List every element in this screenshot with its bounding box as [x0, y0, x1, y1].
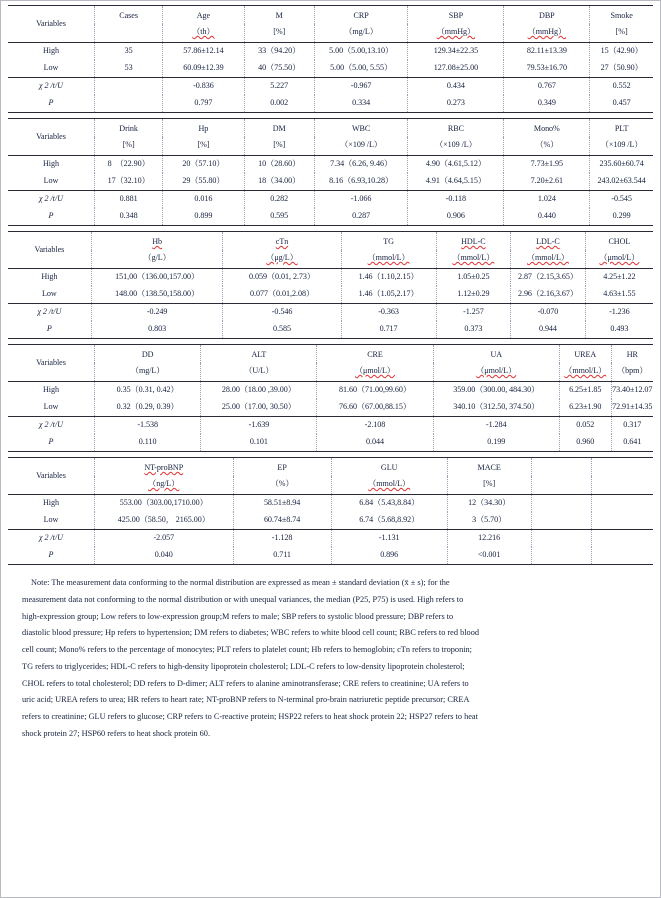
table-header-row-units	[8, 476, 653, 495]
row-label: High	[8, 43, 94, 61]
table-row	[8, 382, 653, 400]
data-cell: 35	[94, 43, 162, 61]
data-cell: 6.25±1.85	[559, 382, 611, 400]
stats-table-3	[8, 231, 653, 339]
data-cell: 79.53±16.70	[504, 60, 590, 78]
data-cell: 57.86±12.14	[163, 43, 244, 61]
data-cell: 2.96（2.16,3.67）	[511, 286, 586, 304]
data-cell: 0.077（0.01,2.08）	[223, 286, 341, 304]
table-row	[8, 60, 653, 78]
column-header-unit	[163, 24, 244, 43]
data-cell: 1.05±0.25	[436, 269, 511, 287]
table-row	[8, 78, 653, 96]
data-cell: 73.40±12.07	[611, 382, 653, 400]
data-cell: 60.74±8.74	[233, 512, 331, 530]
data-cell: 72.91±14.35	[612, 402, 653, 412]
data-cell: 0.317	[611, 417, 653, 435]
column-header-unit: [%]	[94, 137, 162, 156]
table-header-row-units	[8, 250, 653, 269]
spellcheck-underline: （ng/L）	[148, 478, 180, 488]
column-header-unit	[317, 363, 433, 382]
column-header-unit	[331, 476, 447, 495]
row-label: P	[8, 547, 94, 565]
data-cell: 0.059（0.01, 2.73）	[223, 269, 341, 287]
column-header-name	[511, 232, 586, 251]
data-cell: 18（34.00）	[244, 173, 314, 191]
data-cell: -1.284	[433, 417, 559, 435]
column-header-variables: Variables	[8, 6, 94, 43]
column-header-name: DD	[94, 345, 200, 364]
column-header-name: CRP	[314, 6, 408, 25]
table-row	[8, 208, 653, 226]
data-cell: 0.287	[314, 208, 408, 226]
data-cell: 0.803	[91, 321, 223, 339]
spellcheck-underline: （mmol/L）	[527, 252, 569, 262]
data-cell: 0.960	[559, 434, 611, 452]
column-header-unit: [%]	[244, 24, 314, 43]
column-header-unit: （×109 /L）	[600, 139, 643, 149]
data-cell: 25.00（17.00, 30.50）	[201, 399, 317, 417]
data-cell: 148.00（138.50,158.00）	[91, 286, 223, 304]
data-cell: 76.60（67.00,88.15）	[317, 399, 433, 417]
table-row	[8, 286, 653, 304]
note-line: refers to creatinine; GLU refers to glucose; CRP refers to C-reactive protein; HSP22 refers to heat shock protein 22; HSP27 refers to heat	[22, 712, 478, 721]
row-label: Low	[8, 399, 94, 417]
data-cell: 0.896	[331, 547, 447, 565]
data-cell	[531, 495, 592, 513]
data-cell: 81.60（71.00,99.60）	[317, 382, 433, 400]
data-cell: 243.02±63.544	[597, 176, 646, 186]
data-cell: 60.09±12.39	[163, 60, 244, 78]
row-label: Low	[8, 286, 91, 304]
data-cell	[592, 495, 653, 513]
data-cell: 5.00（5.00,13.10）	[314, 43, 408, 61]
table-row	[8, 512, 653, 530]
table-row	[8, 43, 653, 61]
data-cell: 6.84（5.43,8.84）	[331, 495, 447, 513]
column-header-unit: （×109 /L）	[314, 137, 408, 156]
table-row	[8, 156, 653, 174]
data-cell: 1.46（1.10,2.15）	[341, 269, 436, 287]
data-cell: 0.348	[94, 208, 162, 226]
column-header-name	[91, 232, 223, 251]
column-header-name: M	[244, 6, 314, 25]
data-cell: -1.066	[314, 191, 408, 209]
column-header-name: CHOL	[585, 232, 653, 251]
data-cell: 17（32.10）	[94, 173, 162, 191]
data-cell: -1.538	[94, 417, 200, 435]
data-cell	[94, 78, 162, 96]
table-row	[8, 434, 653, 452]
tables-container	[8, 5, 653, 565]
spellcheck-underline: LDL-C	[536, 236, 560, 246]
row-label: χ 2 /t/U	[8, 417, 94, 435]
data-cell: 29（55.80）	[163, 173, 244, 191]
spellcheck-underline: （th）	[192, 26, 215, 36]
data-cell: -0.836	[163, 78, 244, 96]
spellcheck-underline: （mmHg）	[436, 26, 476, 36]
table-row	[8, 304, 653, 322]
data-cell: 0.717	[341, 321, 436, 339]
row-label: P	[8, 321, 91, 339]
row-label: High	[8, 495, 94, 513]
data-cell: -2.057	[94, 530, 233, 548]
note-line: high-expression group; Low refers to low-expression group;M refers to male; SBP refers to systolic blood pressure; DBP refers to	[22, 611, 454, 621]
table-row	[8, 173, 653, 191]
data-cell: 7.20±2.61	[504, 173, 590, 191]
data-cell: 553.00（303.00,1710.00）	[94, 495, 233, 513]
column-header-name: DBP	[504, 6, 590, 25]
row-label: Low	[8, 512, 94, 530]
column-header-name: Cases	[94, 6, 162, 25]
data-cell: 0.585	[223, 321, 341, 339]
data-cell: 12.216	[447, 530, 531, 548]
table-header-row-names	[8, 458, 653, 477]
column-header-name: Drink	[94, 119, 162, 138]
data-cell: 0.273	[408, 95, 504, 113]
spellcheck-underline: NT-proBNP	[144, 462, 184, 472]
column-header-unit	[223, 250, 341, 269]
row-label: χ 2 /t/U	[8, 78, 94, 96]
data-cell: 0.110	[94, 434, 200, 452]
spellcheck-underline: （mmol/L）	[367, 252, 410, 262]
table-row	[8, 417, 653, 435]
column-header-unit	[559, 363, 611, 382]
data-cell: -1.639	[201, 417, 317, 435]
data-cell: 7.34（6.26, 9.46）	[314, 156, 408, 174]
data-cell: 0.199	[433, 434, 559, 452]
data-cell: 0.002	[244, 95, 314, 113]
data-cell: 4.90（4.61,5.12）	[408, 156, 504, 174]
data-cell: 0.32（0.29, 0.39）	[94, 399, 200, 417]
data-cell: 0.101	[201, 434, 317, 452]
data-cell: -0.967	[314, 78, 408, 96]
table-header-row-units	[8, 24, 653, 43]
stats-table-4	[8, 344, 653, 452]
data-cell: 0.299	[590, 208, 653, 226]
data-cell	[531, 530, 592, 548]
data-cell	[531, 547, 592, 565]
column-header-unit	[341, 250, 436, 269]
column-header-unit: （mg/L）	[314, 24, 408, 43]
data-cell: 6.74（5.68,8.92）	[331, 512, 447, 530]
data-cell: 0.797	[163, 95, 244, 113]
data-cell: 0.349	[504, 95, 590, 113]
table-header-row-names	[8, 119, 653, 138]
row-label: χ 2 /t/U	[8, 304, 91, 322]
table-row	[8, 95, 653, 113]
table-note	[8, 575, 653, 743]
row-label: P	[8, 434, 94, 452]
column-header-name: Hp	[163, 119, 244, 138]
data-cell: 0.434	[408, 78, 504, 96]
data-cell: -2.108	[317, 417, 433, 435]
data-cell	[592, 547, 653, 565]
column-header-unit	[531, 476, 592, 495]
column-header-unit: （%）	[233, 476, 331, 495]
row-label: χ 2 /t/U	[8, 191, 94, 209]
column-header-name: UREA	[559, 345, 611, 364]
data-cell: 0.440	[504, 208, 590, 226]
data-cell: 1.024	[504, 191, 590, 209]
row-label: Low	[8, 60, 94, 78]
stats-table-1	[8, 5, 653, 113]
spellcheck-underline: （μmol/L）	[599, 252, 640, 262]
row-label: P	[8, 208, 94, 226]
data-cell: 0.282	[244, 191, 314, 209]
row-label: P	[8, 95, 94, 113]
column-header-unit: （U/L）	[201, 363, 317, 382]
column-header-name: Smoke	[590, 6, 653, 25]
data-cell	[531, 512, 592, 530]
table-sheet	[1, 1, 660, 743]
data-cell: 4.63±1.55	[603, 289, 636, 299]
data-cell: -0.363	[341, 304, 436, 322]
data-cell: 0.334	[314, 95, 408, 113]
data-cell: 0.944	[511, 321, 586, 339]
data-cell: <0.001	[447, 547, 531, 565]
data-cell: 15（42.90）	[590, 43, 653, 61]
table-row	[8, 269, 653, 287]
data-cell: 0.052	[559, 417, 611, 435]
column-header-unit: （×109 /L）	[408, 137, 504, 156]
data-cell: 0.767	[504, 78, 590, 96]
column-header-unit	[433, 363, 559, 382]
note-line: measurement data not conforming to the normal distribution or with unequal variances, the median (P25, P75) is used. High refers to	[22, 594, 464, 604]
data-cell: 0.044	[317, 434, 433, 452]
column-header-name: TG	[341, 232, 436, 251]
column-header-unit: [%]	[163, 137, 244, 156]
column-header-unit	[94, 24, 162, 43]
column-header-name	[592, 458, 653, 477]
data-cell: 0.35（0.31, 0.42）	[94, 382, 200, 400]
data-cell: 7.73±1.95	[504, 156, 590, 174]
data-cell: 0.552	[590, 78, 653, 96]
data-cell: 127.08±25.00	[408, 60, 504, 78]
row-label: High	[8, 156, 94, 174]
data-cell: 1.46（1.05,2.17）	[341, 286, 436, 304]
table-header-row-units	[8, 363, 653, 382]
data-cell: 33（94.20）	[244, 43, 314, 61]
data-cell: 0.040	[94, 547, 233, 565]
data-cell: 0.016	[163, 191, 244, 209]
column-header-unit	[511, 250, 586, 269]
data-cell	[592, 512, 653, 530]
column-header-unit: （g/L）	[91, 250, 223, 269]
column-header-name: UA	[433, 345, 559, 364]
column-header-variables: Variables	[8, 345, 94, 382]
column-header-unit	[436, 250, 511, 269]
data-cell: 340.10（312.50, 374.50）	[433, 399, 559, 417]
spellcheck-underline: （mmHg）	[527, 26, 567, 36]
data-cell: 20（57.10）	[163, 156, 244, 174]
note-line: Note: The measurement data conforming to the normal distribution are expressed as mean ± standard deviation (x̄ ± s); for the	[31, 578, 450, 587]
table-row	[8, 547, 653, 565]
note-line: cell count; Mono% refers to the percentage of monocytes; PLT refers to platelet count; Hb refers to hemoglobin; cTn refers to troponin;	[22, 645, 472, 654]
stats-table-2	[8, 118, 653, 226]
data-cell: 235.60±60.74	[590, 156, 653, 174]
spellcheck-underline: （μg/L）	[266, 252, 298, 262]
data-cell: 6.23±1.90	[559, 399, 611, 417]
stats-table-5	[8, 457, 653, 565]
data-cell: 5.227	[244, 78, 314, 96]
data-cell: 10（28.60）	[244, 156, 314, 174]
table-header-row-units	[8, 137, 653, 156]
column-header-name: MACE	[447, 458, 531, 477]
table-row	[8, 321, 653, 339]
spellcheck-underline: （mmol/L）	[368, 478, 411, 488]
column-header-name: WBC	[314, 119, 408, 138]
note-line: TG refers to triglycerides; HDL-C refers to high-density lipoprotein cholesterol; LDL-C refers to low-density lipoprotein cholesterol;	[22, 661, 465, 671]
data-cell: 0.899	[163, 208, 244, 226]
data-cell: 2.87（2.15,3.65）	[511, 269, 586, 287]
data-cell: 40（75.50）	[244, 60, 314, 78]
data-cell: 0.595	[244, 208, 314, 226]
data-cell: 5.00（5.00, 5.55）	[314, 60, 408, 78]
column-header-name: HR	[611, 345, 653, 364]
spellcheck-underline: （mmol/L）	[452, 252, 495, 262]
column-header-name	[94, 458, 233, 477]
table-header-row-names	[8, 232, 653, 251]
column-header-name: Age	[163, 6, 244, 25]
table-row	[8, 191, 653, 209]
data-cell: -0.249	[91, 304, 223, 322]
column-header-variables: Variables	[8, 232, 91, 269]
data-cell: 8 （22.90）	[94, 156, 162, 174]
column-header-unit: [%]	[615, 26, 628, 36]
row-label: High	[8, 382, 94, 400]
data-cell: 1.12±0.29	[436, 286, 511, 304]
column-header-unit: （%）	[504, 137, 590, 156]
data-cell: 0.881	[94, 191, 162, 209]
table-header-row-names	[8, 6, 653, 25]
data-cell: -0.546	[223, 304, 341, 322]
column-header-unit: [%]	[244, 137, 314, 156]
data-cell: 0.373	[436, 321, 511, 339]
note-line: uric acid; UREA refers to urea; HR refers to heart rate; NT-proBNP refers to N-terminal pro-brain natriuretic peptide precursor; CREA	[22, 695, 470, 705]
data-cell: -1.131	[331, 530, 447, 548]
note-line: CHOL refers to total cholesterol; DD refers to D-dimer; ALT refers to alanine aminotransferase; CRE refers to creatinine; UA refers to	[22, 678, 469, 688]
data-cell: -0.545	[590, 191, 653, 209]
data-cell: 0.457	[590, 95, 653, 113]
column-header-name: EP	[233, 458, 331, 477]
spellcheck-underline: Hb	[152, 236, 163, 246]
column-header-unit: [%]	[447, 476, 531, 495]
row-label: Low	[8, 173, 94, 191]
data-cell: 53	[94, 60, 162, 78]
column-header-unit	[585, 250, 653, 269]
column-header-name	[223, 232, 341, 251]
column-header-unit: （mg/L）	[94, 363, 200, 382]
table-row	[8, 495, 653, 513]
data-cell: -0.070	[511, 304, 586, 322]
column-header-unit	[408, 24, 504, 43]
column-header-unit	[504, 24, 590, 43]
data-cell: 425.00（58.50， 2165.00）	[94, 512, 233, 530]
column-header-name: Mono%	[504, 119, 590, 138]
column-header-variables: Variables	[8, 458, 94, 495]
note-line: shock protein 27; HSP60 refers to heat shock protein 60.	[22, 728, 211, 738]
data-cell: -1.128	[233, 530, 331, 548]
column-header-name: GLU	[331, 458, 447, 477]
row-label: χ 2 /t/U	[8, 530, 94, 548]
spellcheck-underline: （mmol/L）	[564, 365, 607, 375]
column-header-name: SBP	[408, 6, 504, 25]
column-header-unit	[94, 476, 233, 495]
column-header-variables: Variables	[8, 119, 94, 156]
data-cell: 151,00（136.00,157.00）	[91, 269, 223, 287]
data-cell: 12（34.30）	[447, 495, 531, 513]
column-header-name	[531, 458, 592, 477]
data-cell	[592, 530, 653, 548]
column-header-name: CRE	[317, 345, 433, 364]
data-cell: -1.257	[436, 304, 511, 322]
data-cell: 58.51±8.94	[233, 495, 331, 513]
data-cell: 8.16（6.93,10.28）	[314, 173, 408, 191]
table-row	[8, 399, 653, 417]
data-cell: 82.11±13.39	[504, 43, 590, 61]
data-cell: -1.236	[585, 304, 653, 322]
column-header-unit	[592, 476, 653, 495]
data-cell: 0.906	[408, 208, 504, 226]
spellcheck-underline: cTn	[275, 236, 289, 246]
row-label: High	[8, 269, 91, 287]
data-cell: 129.34±22.35	[408, 43, 504, 61]
data-cell: 4.25±1.22	[585, 269, 653, 287]
column-header-name: RBC	[408, 119, 504, 138]
column-header-name	[436, 232, 511, 251]
spellcheck-underline: （μmol/L）	[355, 365, 395, 375]
data-cell: 4.91（4.64,5.15）	[408, 173, 504, 191]
data-cell: 0.711	[233, 547, 331, 565]
spellcheck-underline: （μmol/L）	[476, 365, 517, 375]
column-header-unit: （bpm）	[617, 365, 648, 375]
table-header-row-names	[8, 345, 653, 364]
table-row	[8, 530, 653, 548]
data-cell: 3（5.70）	[447, 512, 531, 530]
note-line: diastolic blood pressure; Hp refers to hypertension; DM refers to diabetes; WBC refers to white blood cell count; RBC refers to red blood	[22, 628, 479, 638]
data-cell: -0.118	[408, 191, 504, 209]
data-cell	[94, 95, 162, 113]
spellcheck-underline: HDL-C	[461, 236, 486, 246]
data-cell: 28.00（18.00 ,39.00）	[201, 382, 317, 400]
column-header-name: DM	[244, 119, 314, 138]
data-cell: 0.493	[585, 321, 653, 339]
data-cell: 359.00（300.00, 484.30）	[433, 382, 559, 400]
data-cell: 0.641	[611, 434, 653, 452]
data-cell: 27（50.90）	[600, 63, 643, 73]
column-header-name: ALT	[201, 345, 317, 364]
column-header-name: PLT	[590, 119, 653, 138]
